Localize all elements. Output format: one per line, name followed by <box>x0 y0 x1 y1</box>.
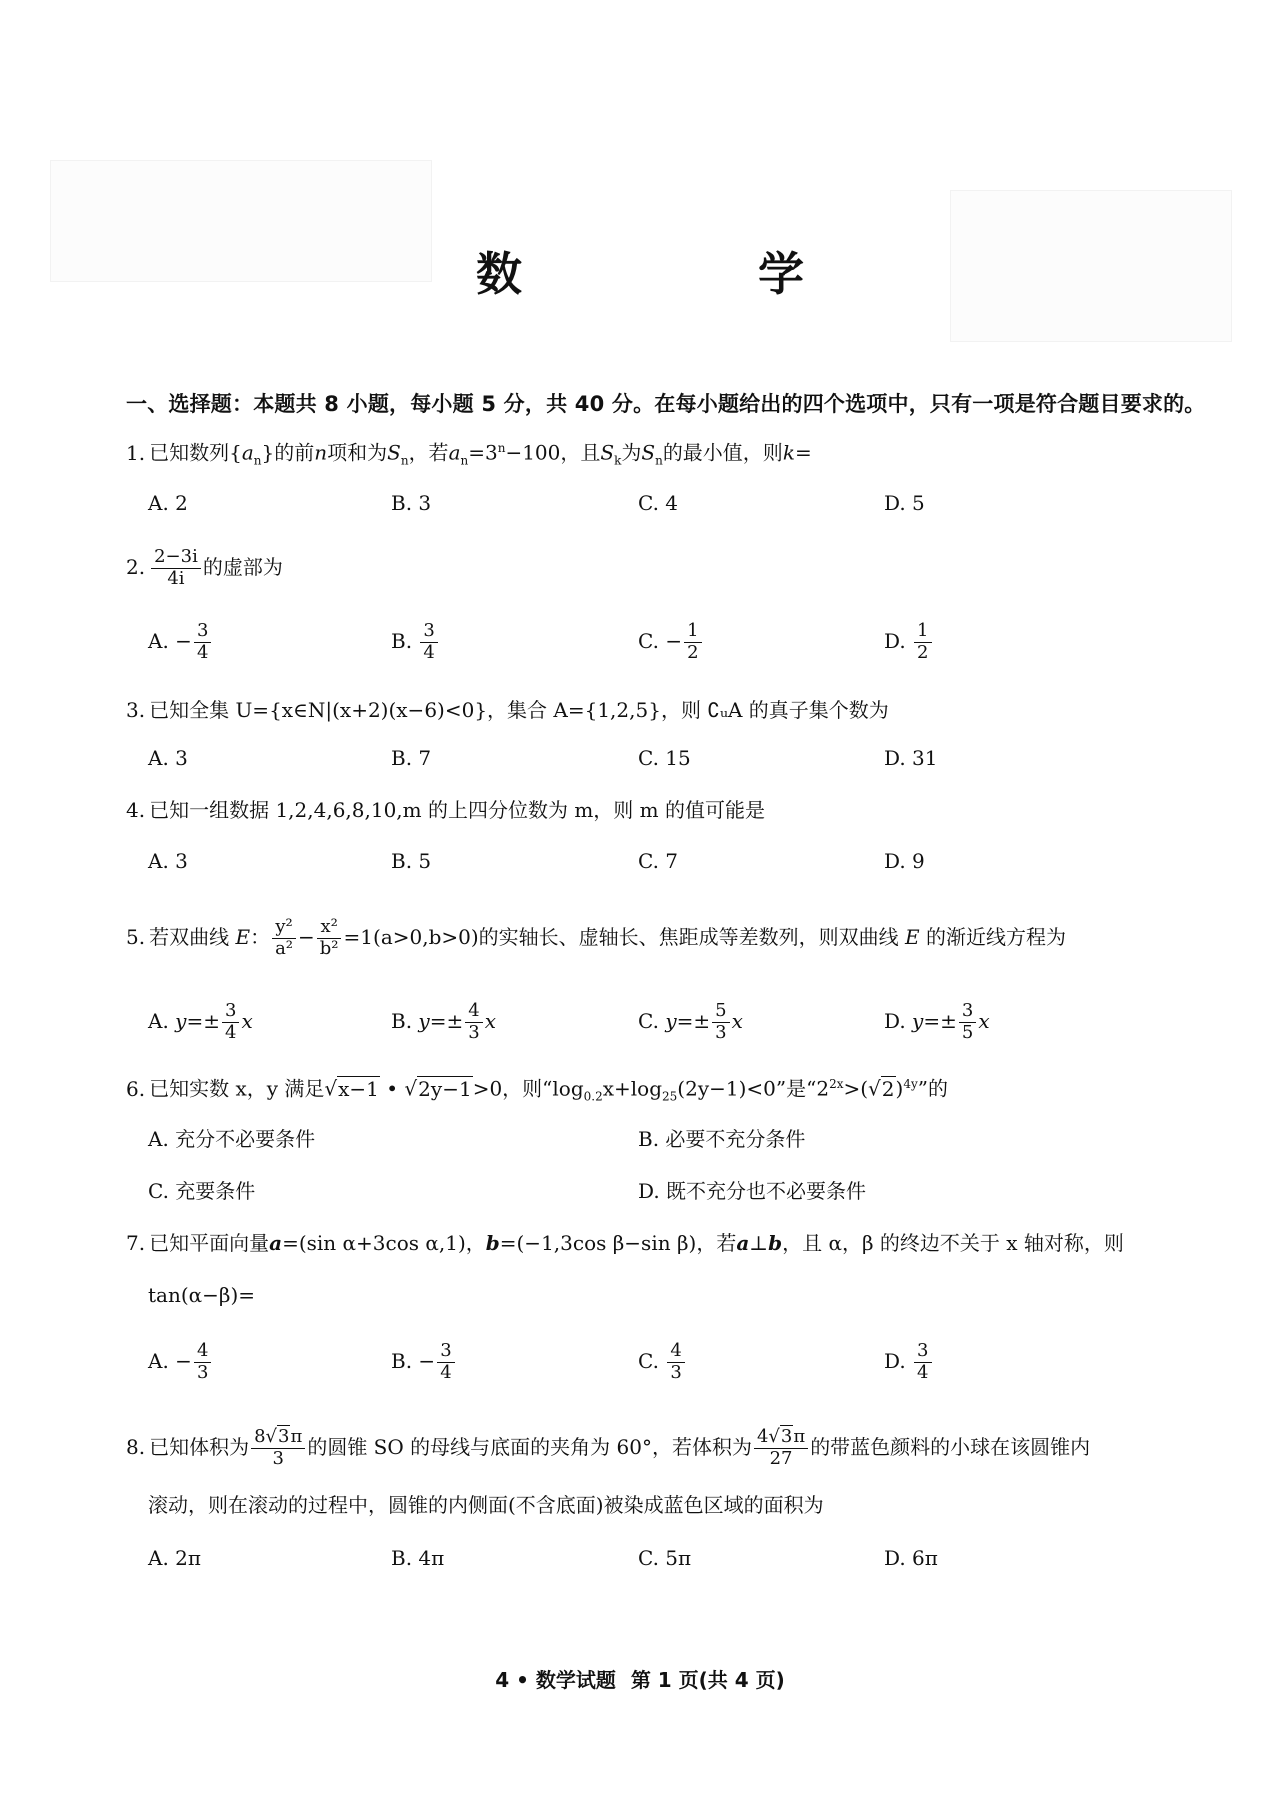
var: E <box>905 924 920 949</box>
question-number: 2. <box>126 554 146 579</box>
pi: π <box>793 1426 806 1447</box>
stem-text: 若双曲线 <box>149 924 230 949</box>
question-number: 8. <box>126 1434 146 1459</box>
denominator: 4 <box>423 641 435 663</box>
numerator: 3 <box>437 1342 454 1363</box>
stem-text: ，若 <box>408 440 449 465</box>
var: n <box>314 440 328 465</box>
numerator: 1 <box>914 622 931 643</box>
question-4 <box>126 800 765 820</box>
numerator: y² <box>272 918 295 939</box>
option-d[interactable]: D. 9 <box>884 849 925 873</box>
option-label: A. <box>148 628 169 653</box>
var: x <box>241 1008 253 1033</box>
option-c[interactable] <box>638 1342 687 1383</box>
numerator: 2−3i <box>151 548 201 569</box>
question-3 <box>126 700 889 720</box>
denominator: 4 <box>196 641 209 663</box>
question-number: 7. <box>126 1231 146 1255</box>
option-label: B. <box>391 1008 413 1033</box>
option-a[interactable]: A. 2 <box>148 491 188 515</box>
stem-text: =3 <box>468 440 498 465</box>
log-base: 25 <box>662 1089 678 1104</box>
section-header: 一、选择题：本题共 8 小题，每小题 5 分，共 40 分。在每小题给出的四个选项中，只有一项是符合题目要求的。 <box>126 392 1206 416</box>
option-label: D. <box>884 628 906 653</box>
option-d[interactable]: D. 31 <box>884 746 938 770</box>
fraction <box>317 918 342 959</box>
subscript: n <box>400 453 409 468</box>
numerator: 3 <box>194 622 211 643</box>
stem-text: 的带蓝色颜料的小球在该圆锥内 <box>810 1434 1091 1459</box>
denominator: 3 <box>715 1021 727 1043</box>
option-b[interactable]: B. 7 <box>391 746 432 770</box>
fraction <box>465 1002 482 1043</box>
question-number: 4. <box>126 798 146 822</box>
numerator: 3 <box>420 622 437 643</box>
option-b[interactable]: B. 5 <box>391 849 432 873</box>
numerator: 4 <box>667 1342 684 1363</box>
option-c[interactable] <box>638 622 704 663</box>
denominator: 3 <box>468 1021 480 1043</box>
option-a[interactable]: A. 充分不必要条件 <box>148 1127 316 1151</box>
fraction <box>914 1342 931 1383</box>
radicand: 3 <box>780 1426 793 1447</box>
option-a[interactable]: A. 3 <box>148 849 188 873</box>
numerator: 3 <box>959 1002 976 1023</box>
denominator: 4 <box>225 1021 237 1043</box>
stem-text: 滚动，则在滚动的过程中，圆锥的内侧面(不含底面)被染成蓝色区域的面积为 <box>148 1493 824 1517</box>
stem-text: ) <box>895 1076 904 1101</box>
stem-text: ： <box>250 924 271 949</box>
question-6 <box>126 1078 948 1103</box>
denominator: 4i <box>167 567 185 589</box>
fraction <box>151 548 201 589</box>
option-label: D. <box>884 1348 906 1373</box>
log-base: 0.2 <box>583 1089 603 1104</box>
option-label: C. <box>638 1348 659 1373</box>
option-a[interactable] <box>148 1002 253 1043</box>
var: x <box>978 1008 990 1033</box>
fraction <box>222 1002 239 1043</box>
numerator: x² <box>317 918 340 939</box>
fraction <box>667 1342 684 1383</box>
radicand: 2 <box>881 1076 895 1101</box>
stem-text: =(sin α+3cos α,1)， <box>282 1231 486 1255</box>
perpendicular-symbol: ⊥ <box>749 1231 769 1255</box>
subscript: k <box>614 453 622 468</box>
option-a[interactable]: A. 3 <box>148 746 188 770</box>
footer-subject: 4 • 数学试题 <box>495 1668 616 1692</box>
radicand: 3 <box>278 1426 290 1447</box>
fraction <box>914 622 931 663</box>
var: k <box>782 440 795 465</box>
stem-text: ”的 <box>917 1076 948 1101</box>
subscript: n <box>253 453 262 468</box>
question-2 <box>126 548 283 589</box>
denominator: 3 <box>196 1361 209 1383</box>
denominator: 5 <box>961 1021 974 1043</box>
stem-text: 已知体积为 <box>149 1434 250 1459</box>
denominator: b² <box>319 937 339 959</box>
vector: b <box>768 1231 783 1255</box>
numerator: 1 <box>684 622 701 643</box>
stem-text: 已知一组数据 1,2,4,6,8,10,m 的上四分位数为 m，则 m 的值可能是 <box>149 798 765 822</box>
question-7-line2 <box>148 1285 255 1305</box>
stem-text: 的渐近线方程为 <box>926 924 1066 949</box>
option-label: D. <box>884 1008 906 1033</box>
question-number: 5. <box>126 924 146 949</box>
stem-text: 的虚部为 <box>202 554 283 579</box>
vector: a <box>736 1231 750 1255</box>
square-root: √3 <box>768 1426 793 1447</box>
sign: − <box>175 628 192 653</box>
stem-text: • <box>379 1076 405 1101</box>
option-a[interactable] <box>148 622 213 663</box>
stem-text: = <box>794 440 812 465</box>
stem-text: ，且 α，β 的终边不关于 x 轴对称，则 <box>782 1231 1124 1255</box>
numerator <box>754 1428 808 1449</box>
stem-text: =(−1,3cos β−sin β)，若 <box>499 1231 737 1255</box>
option-c[interactable] <box>638 1002 743 1043</box>
option-label: B. <box>391 1348 413 1373</box>
radicand: x−1 <box>338 1076 379 1101</box>
question-8 <box>126 1428 1090 1469</box>
option-c[interactable]: C. 15 <box>638 746 691 770</box>
expr: y=± <box>912 1008 957 1033</box>
subscript: n <box>460 453 469 468</box>
denominator: a² <box>275 937 294 959</box>
option-a[interactable] <box>148 1342 213 1383</box>
square-root: √2y−1 <box>404 1076 472 1101</box>
option-b[interactable] <box>391 622 440 663</box>
denominator: 3 <box>272 1447 284 1469</box>
stem-text: x+log <box>602 1076 663 1101</box>
option-d[interactable]: D. 5 <box>884 491 925 515</box>
fraction <box>420 622 437 663</box>
option-label: B. <box>391 628 413 653</box>
vector: a <box>269 1231 283 1255</box>
numerator: 3 <box>222 1002 239 1023</box>
stem-text: 已知实数 x，y 满足 <box>149 1076 325 1101</box>
question-8-line2 <box>148 1495 824 1515</box>
question-5 <box>126 918 1066 959</box>
radicand: 2y−1 <box>418 1076 472 1101</box>
stem-text: >( <box>843 1076 869 1101</box>
option-d[interactable] <box>884 1002 990 1043</box>
stem-text: −100，且 <box>505 440 601 465</box>
stem-text: =1(a>0,b>0)的实轴长、虚轴长、焦距成等差数列，则双曲线 <box>343 924 899 949</box>
option-d[interactable]: D. 既不充分也不必要条件 <box>638 1179 867 1203</box>
option-c[interactable]: C. 5π <box>638 1546 692 1570</box>
option-d[interactable] <box>884 1342 934 1383</box>
vector: b <box>485 1231 500 1255</box>
denominator: 4 <box>917 1361 929 1383</box>
exponent: n <box>497 441 506 455</box>
stem-text: tan(α−β)= <box>148 1283 256 1307</box>
denominator: 3 <box>670 1361 682 1383</box>
option-b[interactable]: B. 4π <box>391 1546 445 1570</box>
question-1 <box>126 442 812 467</box>
stem-text: 已知数列{ <box>149 440 242 465</box>
stem-text: >0，则“log <box>472 1076 584 1101</box>
option-b[interactable]: B. 必要不充分条件 <box>638 1127 806 1151</box>
coefficient: 4 <box>756 1426 769 1447</box>
sign: − <box>665 628 683 653</box>
expr: y=± <box>175 1008 220 1033</box>
square-root: √2 <box>868 1076 895 1101</box>
option-a[interactable]: A. 2π <box>148 1546 202 1570</box>
pi: π <box>290 1426 303 1447</box>
square-root: √x−1 <box>324 1076 379 1101</box>
option-b[interactable] <box>391 1342 457 1383</box>
stem-text: 已知全集 U={x∈N|(x+2)(x−6)<0}，集合 A={1,2,5}，则 ∁ᵤA 的真子集个数为 <box>149 698 889 722</box>
fraction <box>194 1342 211 1383</box>
option-d[interactable]: D. 6π <box>884 1546 938 1570</box>
stem-text: 已知平面向量 <box>149 1231 270 1255</box>
stem-text: 为 <box>621 440 642 465</box>
option-c[interactable]: C. 7 <box>638 849 679 873</box>
fraction <box>754 1428 808 1469</box>
page-title: 数 学 <box>475 247 914 301</box>
numerator: 3 <box>914 1342 931 1363</box>
var: S <box>387 440 401 465</box>
option-c[interactable]: C. 充要条件 <box>148 1179 256 1203</box>
question-number: 1. <box>126 440 146 465</box>
stem-text: }的前 <box>261 440 315 465</box>
exponent: 4y <box>903 1077 918 1091</box>
option-label: A. <box>148 1008 169 1033</box>
fraction <box>712 1002 729 1043</box>
coefficient: 8 <box>254 1426 266 1447</box>
numerator: 5 <box>712 1002 729 1023</box>
stem-text: − <box>298 924 315 949</box>
option-label: C. <box>638 1008 659 1033</box>
fraction <box>684 622 701 663</box>
denominator: 2 <box>687 641 699 663</box>
fraction <box>437 1342 454 1383</box>
denominator: 4 <box>440 1361 452 1383</box>
question-7 <box>126 1233 1124 1253</box>
option-label: A. <box>148 1348 169 1373</box>
var: x <box>731 1008 743 1033</box>
option-b[interactable] <box>391 1002 496 1043</box>
option-b[interactable]: B. 3 <box>391 491 432 515</box>
subscript: n <box>655 453 663 468</box>
footer-page-number: 第 1 页(共 4 页) <box>630 1668 785 1692</box>
stem-text: (2y−1)<0”是“2 <box>677 1076 830 1101</box>
var: a <box>448 440 461 465</box>
var: x <box>484 1008 496 1033</box>
denominator: 2 <box>917 641 929 663</box>
numerator: 4 <box>465 1002 482 1023</box>
numerator: 4 <box>194 1342 211 1363</box>
fraction <box>194 622 211 663</box>
question-number: 6. <box>126 1076 146 1101</box>
sign: − <box>418 1348 436 1373</box>
var: S <box>641 440 656 465</box>
option-label: C. <box>638 628 659 653</box>
denominator: 27 <box>769 1447 793 1469</box>
fraction <box>959 1002 976 1043</box>
square-root: √3 <box>265 1426 290 1447</box>
fraction <box>272 918 296 959</box>
expr: y=± <box>418 1008 464 1033</box>
var: a <box>241 440 254 465</box>
numerator <box>251 1428 305 1449</box>
option-c[interactable]: C. 4 <box>638 491 679 515</box>
option-d[interactable] <box>884 622 934 663</box>
stem-text: 项和为 <box>327 440 388 465</box>
stem-text: 的最小值，则 <box>662 440 783 465</box>
fraction <box>251 1428 305 1469</box>
var: S <box>600 440 615 465</box>
sign: − <box>175 1348 192 1373</box>
page-footer <box>0 1664 1280 1693</box>
stem-text: 的圆锥 SO 的母线与底面的夹角为 60°，若体积为 <box>307 1434 752 1459</box>
question-number: 3. <box>126 698 146 722</box>
exponent: 2x <box>829 1077 844 1091</box>
expr: y=± <box>665 1008 711 1033</box>
var: E <box>235 924 251 949</box>
